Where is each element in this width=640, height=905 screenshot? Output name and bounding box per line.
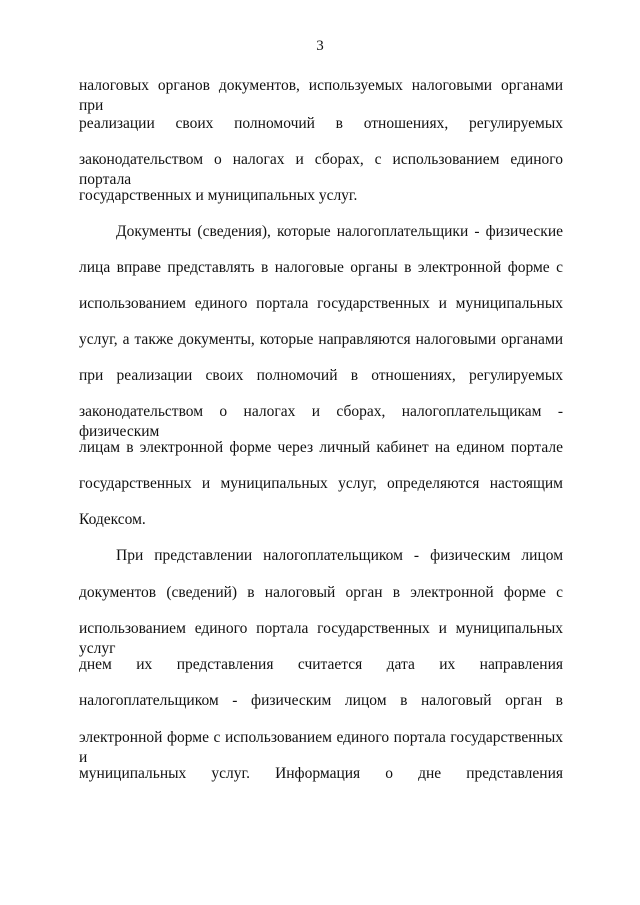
text-line: законодательством о налогах и сборах, с использованием единого портала [79, 151, 563, 188]
page-number: 3 [316, 38, 324, 54]
text-line: муниципальных услуг. Информация о дне представления [79, 765, 563, 782]
text-line: государственных и муниципальных услуг. [79, 187, 358, 204]
text-line: использованием единого портала государственных и муниципальных услуг [79, 620, 563, 657]
text-line: государственных и муниципальных услуг, определяются настоящим [79, 475, 563, 492]
text-line: налогоплательщиком - физическим лицом в налоговый орган в [79, 692, 563, 709]
text-line: услуг, а также документы, которые направляются налоговыми органами [79, 331, 563, 348]
text-line: лица вправе представлять в налоговые органы в электронной форме с [79, 259, 563, 276]
text-line: Кодексом. [79, 511, 146, 528]
text-line: использованием единого портала государственных и муниципальных [79, 295, 563, 312]
text-line: днем их представления считается дата их направления [79, 656, 563, 673]
text-line: при реализации своих полномочий в отношениях, регулируемых [79, 367, 563, 384]
text-line: реализации своих полномочий в отношениях, регулируемых [79, 115, 563, 132]
text-line: электронной форме с использованием единого портала государственных и [79, 729, 563, 766]
text-line: законодательством о налогах и сборах, налогоплательщикам - физическим [79, 403, 563, 440]
paragraph-first-line: При представлении налогоплательщиком - физическим лицом [116, 547, 563, 564]
paragraph-first-line: Документы (сведения), которые налогоплательщики - физические [116, 223, 563, 240]
text-line: налоговых органов документов, используемых налоговыми органами при [79, 77, 563, 114]
text-line: лицам в электронной форме через личный кабинет на едином портале [79, 439, 563, 456]
text-line: документов (сведений) в налоговый орган в электронной форме с [79, 584, 563, 601]
